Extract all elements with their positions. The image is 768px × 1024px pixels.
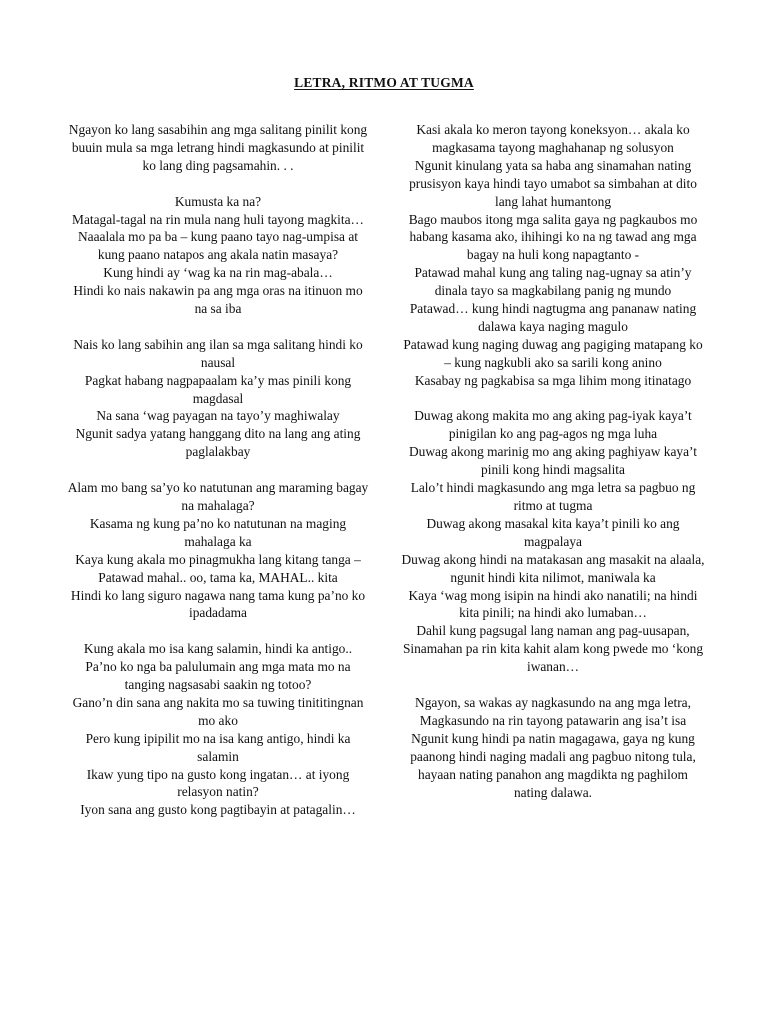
- poem-line: Duwag akong makita mo ang aking pag-iyak kaya’t pinigilan ko ang pag-agos ng mga luha: [414, 408, 692, 442]
- poem-line: Ngunit kinulang yata sa haba ang sinamahan nating prusisyon kaya hindi tayo umabot sa simbahan at dito lang lahat humantong: [409, 157, 697, 209]
- poem-line: Alam mo bang sa’yo ko natutunan ang maraming bagay na mahalaga?: [67, 480, 369, 513]
- poem-line: Pero kung ipipilit mo na isa kang antigo, hindi ka salamin: [85, 730, 351, 764]
- poem-line: Pa’no ko nga ba palulumain ang mga mata mo na tanging nagsasabi saakin ng totoo?: [85, 659, 351, 693]
- poem-line: Patawad mahal kung ang taling nag-ugnay sa atin’y dinala tayo sa magkabilang panig ng mundo: [414, 265, 692, 299]
- poem-line: Hindi ko lang siguro nagawa nang tama kung pa’no ko ipadadama: [70, 587, 366, 621]
- stanza: [66, 640, 370, 819]
- poem-line: Iyon sana ang gusto kong pagtibayin at patagalin…: [80, 802, 356, 818]
- poem-line: Sinamahan pa rin kita kahit alam kong pwede mo ‘kong iwanan…: [402, 641, 704, 675]
- poem-line: Kasama ng kung pa’no ko natutunan na maging mahalaga ka: [89, 515, 347, 549]
- poem-line: Bago maubos itong mga salita gaya ng pagkaubos mo habang kasama ako, ihihingi ko na ng tawad ang mga bagay na huli kong napagtanto -: [408, 211, 698, 263]
- poem-line: Kumusta ka na?: [174, 193, 262, 209]
- poem-line: Kung hindi ay ‘wag ka na rin mag-abala…: [103, 265, 333, 281]
- right-column: [401, 121, 705, 801]
- poem-line: Gano’n din sana ang nakita mo sa tuwing tinititingnan mo ako: [72, 694, 364, 728]
- poem-line: Pagkat habang nagpapaalam ka’y mas pinili kong magdasal: [84, 372, 352, 406]
- poem-line: Duwag akong masakal kita kaya’t pinili ko ang magpalaya: [426, 515, 680, 549]
- stanza: [401, 121, 705, 390]
- poem-line: Patawad… kung hindi nagtugma ang pananaw nating dalawa kaya naging magulo: [409, 301, 697, 334]
- poem-line: Duwag akong hindi na matakasan ang masakit na alaala, ngunit hindi kita nilimot, maniwala ka: [401, 551, 705, 585]
- poem-line: Ikaw yung tipo na gusto kong ingatan… at iyong relasyon natin?: [86, 766, 350, 800]
- stanza: [401, 407, 705, 676]
- poem-line: Ngunit kung hindi pa natin magagawa, gaya ng kung paanong hindi naging madali ang pagbuo nitong tula, hayaan nating panahon ang magdikta ng paghilom nating dalawa.: [410, 730, 696, 800]
- stanza: [66, 336, 370, 461]
- poem-line: Ngunit sadya yatang hanggang dito na lang ang ating paglalakbay: [75, 426, 361, 460]
- poem-line: Kaya kung akala mo pinagmukha lang kitang tanga –: [75, 551, 361, 567]
- poem-line: Kasabay ng pagkabisa sa mga lihim mong itinatago: [414, 372, 692, 388]
- poem-line: Hindi ko nais nakawin pa ang mga oras na itinuon mo na sa iba: [73, 283, 363, 317]
- stanza: [66, 121, 370, 175]
- poem-line: Kung akala mo isa kang salamin, hindi ka antigo..: [83, 641, 353, 657]
- page-title: LETRA, RITMO AT TUGMA: [294, 75, 474, 90]
- poem-line: Na sana ‘wag payagan na tayo’y maghiwalay: [96, 408, 340, 424]
- stanza: [66, 193, 370, 318]
- poem-line: Patawad mahal.. oo, tama ka, MAHAL.. kita: [98, 569, 338, 585]
- stanza: [401, 694, 705, 801]
- poem-line: Duwag akong marinig mo ang aking paghiyaw kaya’t pinili kong hindi magsalita: [409, 444, 697, 478]
- stanza: [66, 479, 370, 622]
- poem-line: Nais ko lang sabihin ang ilan sa mga salitang hindi ko nausal: [73, 336, 363, 370]
- poem-line: Kasi akala ko meron tayong koneksyon… akala ko magkasama tayong maghahanap ng solusyon: [416, 122, 690, 155]
- poem-line: Ngayon, sa wakas ay nagkasundo na ang mga letra, Magkasundo na rin tayong patawarin ang isa’t isa: [415, 694, 691, 728]
- left-column: [66, 121, 370, 819]
- poem-line: Matagal-tagal na rin mula nang huli tayong magkita…: [72, 211, 364, 227]
- poem-line: Kaya ‘wag mong isipin na hindi ako nanatili; na hindi kita pinili; na hindi ako lumaban…: [408, 587, 698, 621]
- poem-line: Dahil kung pagsugal lang naman ang pag-uusapan,: [416, 623, 690, 639]
- poem-line: Patawad kung naging duwag ang pagiging matapang ko – kung nagkubli ako sa sarili kong anino: [403, 336, 703, 370]
- poem-line: Ngayon ko lang sasabihin ang mga salitang pinilit kong buuin mula sa mga letrang hindi magkasundo at pinilit ko lang ding pagsamahin. . .: [68, 122, 368, 173]
- poem-line: Naaalala mo pa ba – kung paano tayo nag-umpisa at kung paano natapos ang akala natin masaya?: [78, 229, 358, 263]
- poem-line: Lalo’t hindi magkasundo ang mga letra sa pagbuo ng ritmo at tugma: [410, 480, 696, 514]
